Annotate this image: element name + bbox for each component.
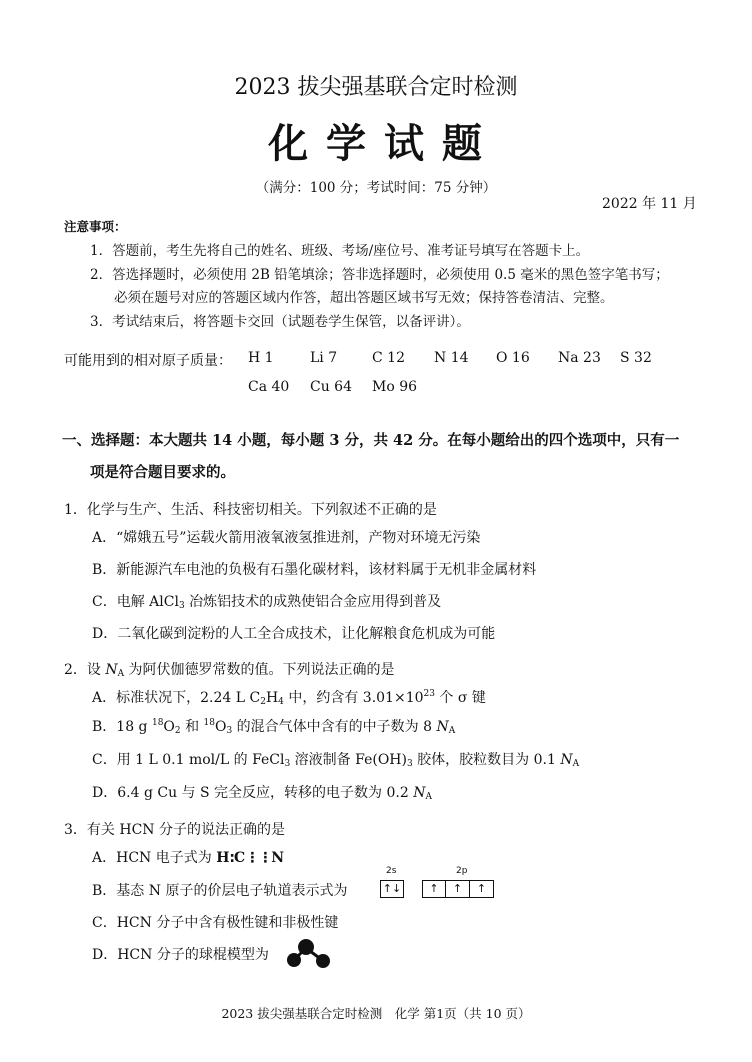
atomic-mass-c: C 12	[372, 350, 405, 366]
q3-option-d: D．HCN 分子的球棍模型为	[92, 947, 269, 963]
note-item-1: 1．答题前，考生先将自己的姓名、班级、考场/座位号、准考证号填写在答题卡上。	[90, 243, 590, 259]
atomic-mass-na: Na 23	[558, 350, 601, 366]
exam-info: （满分：100 分；考试时间：75 分钟）	[255, 180, 497, 196]
exam-date: 2022 年 11 月	[602, 196, 697, 212]
atomic-mass-label: 可能用到的相对原子质量：	[64, 353, 232, 369]
q1-stem: 1．化学与生产、生活、科技密切相关。下列叙述不正确的是	[64, 502, 437, 518]
orbital-2p-box-1: ↑	[422, 880, 446, 898]
orbital-label-2p: 2p	[456, 866, 468, 876]
notes-heading: 注意事项：	[64, 219, 127, 234]
orbital-2p-box-3: ↑	[470, 880, 494, 898]
ball-and-stick-model-icon	[284, 936, 334, 970]
q1-option-b: B．新能源汽车电池的负极有石墨化碳材料，该材料属于无机非金属材料	[92, 562, 537, 578]
atomic-mass-li: Li 7	[310, 350, 338, 366]
note-item-2: 2．答选择题时，必须使用 2B 铅笔填涂；答非选择题时，必须使用 0.5 毫米的黑色签字笔书写；	[90, 267, 669, 283]
q1-option-a: A．“嫦娥五号”运载火箭用液氧液氢推进剂，产物对环境无污染	[92, 530, 481, 546]
orbital-2s-box: ↑↓	[380, 880, 404, 898]
q2-option-d: D．6.4 g Cu 与 S 完全反应，转移的电子数为 0.2 $N_A$	[92, 785, 432, 802]
atomic-mass-cu: Cu 64	[310, 379, 352, 395]
q1-option-d: D．二氧化碳到淀粉的人工全合成技术，让化解粮食危机成为可能	[92, 626, 496, 642]
subject-title: 化 学 试 题	[268, 120, 484, 167]
atomic-mass-h: H 1	[248, 350, 274, 366]
atomic-mass-s: S 32	[620, 350, 652, 366]
q3-option-b: B．基态 N 原子的价层电子轨道表示式为	[92, 883, 348, 899]
atomic-mass-ca: Ca 40	[248, 379, 290, 395]
orbital-2p-box-2: ↑	[446, 880, 470, 898]
triple-bond-dots: ⋮⋮	[245, 850, 272, 866]
exam-series-title: 2023 拔尖强基联合定时检测	[234, 75, 518, 100]
page-footer: 2023 拔尖强基联合定时检测 化学 第1页（共 10 页）	[221, 1006, 531, 1021]
q2-option-c: C．用 1 L 0.1 mol/L 的 FeCl$_3$ 溶液制备 $Fe(OH)_3$ 胶体，胶粒数目为 0.1 $N_A$	[92, 752, 580, 769]
orbital-label-2s: 2s	[386, 866, 397, 876]
section-1-heading-cont: 项是符合题目要求的。	[90, 464, 235, 481]
q3-option-a: A．HCN 电子式为 H:C⋮⋮N	[92, 850, 284, 866]
q2-option-a: A．标准状况下，2.24 L $C_2H_4$ 中，约含有 $3.01\times 10^{23}$ 个 σ 键	[92, 689, 486, 707]
atomic-mass-n: N 14	[434, 350, 469, 366]
note-item-2-cont: 必须在题号对应的答题区域内作答，超出答题区域书写无效；保持答卷清洁、完整。	[114, 290, 614, 306]
atomic-mass-mo: Mo 96	[372, 379, 418, 395]
orbital-diagram	[380, 866, 520, 902]
q2-stem: 2．设 $N_A$ 为阿伏伽德罗常数的值。下列说法正确的是	[64, 662, 395, 679]
atomic-mass-o: O 16	[496, 350, 530, 366]
q3-option-c: C．HCN 分子中含有极性键和非极性键	[92, 915, 339, 931]
section-1-heading: 一、选择题：本大题共 14 小题，每小题 3 分，共 42 分。在每小题给出的四个选项中，只有一	[62, 432, 680, 449]
q1-option-c: C．电解 AlCl$_3$ 冶炼铝技术的成熟使铝合金应用得到普及	[92, 594, 442, 611]
q2-option-b: B．18 g $^{18}O_2$ 和 $^{18}O_3$ 的混合气体中含有的中子数为 8 $N_A$	[92, 718, 456, 736]
note-item-3: 3．考试结束后，将答题卡交回（试题卷学生保管，以备评讲）。	[90, 314, 470, 330]
q3-stem: 3．有关 HCN 分子的说法正确的是	[64, 822, 285, 838]
